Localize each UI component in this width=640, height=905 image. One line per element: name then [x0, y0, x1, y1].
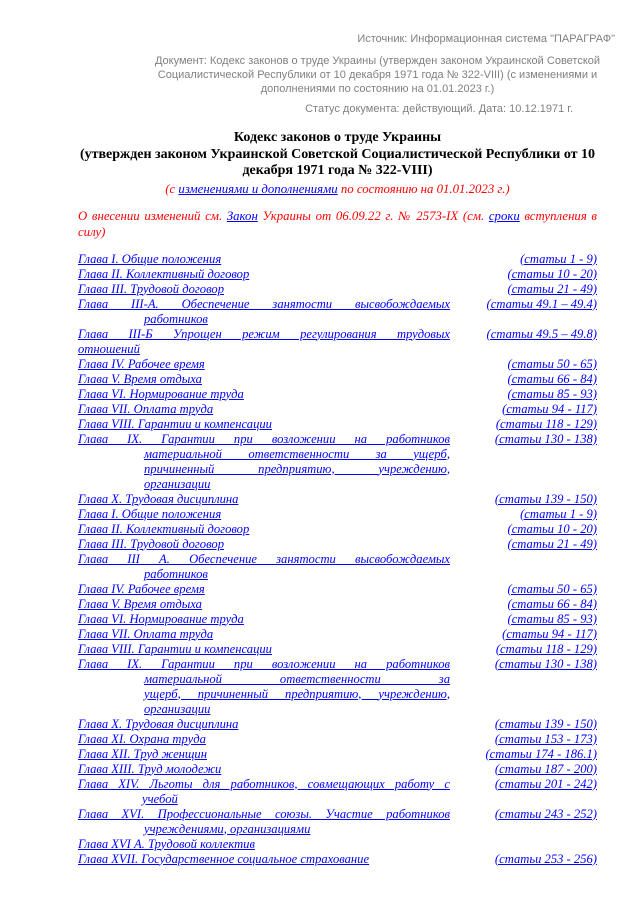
toc-row: [78, 327, 597, 357]
toc-chapter-cell: [78, 852, 450, 867]
toc-articles-cell: [450, 597, 597, 612]
toc-articles-cell: [450, 627, 597, 642]
toc-articles-cell: [450, 357, 597, 372]
amendments-link[interactable]: изменениями и дополнениями: [178, 181, 338, 196]
chapter-link[interactable]: Глава XI. Охрана труда: [78, 731, 206, 746]
chapter-link[interactable]: работников: [144, 566, 208, 581]
chapter-link[interactable]: Глава X. Трудовая дисциплина: [78, 716, 239, 731]
toc-chapter-cell: [78, 282, 450, 297]
toc-row: [78, 612, 597, 627]
title-line-3: декабря 1971 года № 322-VIII): [242, 163, 433, 178]
chapter-link[interactable]: Глава V. Время отдыха: [78, 596, 202, 611]
source-line: Источник: Информационная система "ПАРАГРАФ": [357, 33, 615, 45]
toc-row: [78, 372, 597, 387]
toc-row: [78, 522, 597, 537]
toc-articles-cell: [450, 432, 597, 447]
chapter-link[interactable]: Глава XVI. Профессиональные союзы. Участие работников: [78, 806, 450, 821]
chapter-link[interactable]: Глава VI. Нормирование труда: [78, 611, 244, 626]
articles-link[interactable]: (статьи 66 - 84): [507, 596, 597, 611]
toc-row: [78, 807, 597, 837]
chapter-link[interactable]: Глава VII. Оплата труда: [78, 626, 214, 641]
chapter-link[interactable]: организации: [144, 476, 211, 491]
toc-chapter-cell: [78, 252, 450, 267]
toc-articles-cell: [450, 537, 597, 552]
toc-articles-cell: [450, 492, 597, 507]
chapter-link[interactable]: отношений: [78, 341, 140, 356]
chapter-link[interactable]: Глава IX. Гарантии при возложении на работников: [78, 431, 450, 446]
toc-row: [78, 582, 597, 597]
toc-row: [78, 657, 597, 717]
toc-articles-cell: [450, 642, 597, 657]
toc-chapter-cell: [78, 582, 450, 597]
toc-chapter-cell: [78, 837, 450, 852]
toc-articles-cell: [450, 372, 597, 387]
articles-link[interactable]: (статьи 85 - 93): [507, 611, 597, 626]
toc-chapter-cell: [78, 777, 450, 807]
toc-chapter-cell: [78, 387, 450, 402]
chapter-link[interactable]: Глава IX. Гарантии при возложении на работников: [78, 656, 450, 671]
articles-link[interactable]: (статьи 66 - 84): [507, 371, 597, 386]
toc-row: [78, 627, 597, 642]
toc-row: [78, 747, 597, 762]
chapter-link[interactable]: Глава XII. Труд женщин: [78, 746, 207, 761]
toc-row: [78, 297, 597, 327]
chapter-link[interactable]: Глава III-А. Обеспечение занятости высвобождаемых: [78, 296, 450, 311]
chapter-link[interactable]: Глава XVII. Государственное социальное страхование: [78, 851, 370, 866]
title-line-1: Кодекс законов о труде Украины: [233, 130, 442, 145]
toc-chapter-cell: [78, 807, 450, 837]
toc-chapter-cell: [78, 762, 450, 777]
articles-link[interactable]: (статьи 118 - 129): [495, 641, 597, 656]
articles-link[interactable]: (статьи 130 - 138): [494, 656, 597, 671]
toc-articles-cell: [450, 402, 597, 417]
toc-chapter-cell: [78, 612, 450, 627]
articles-link[interactable]: (статьи 243 - 252): [494, 806, 597, 821]
chapter-link[interactable]: Глава V. Время отдыха: [78, 371, 202, 386]
toc-articles-cell: [450, 507, 597, 522]
toc-articles-cell: [450, 252, 597, 267]
toc-chapter-cell: [78, 267, 450, 282]
toc-articles-cell: [450, 657, 597, 672]
toc-row: [78, 837, 597, 852]
toc-chapter-cell: [78, 642, 450, 657]
toc-row: [78, 432, 597, 492]
articles-link[interactable]: (статьи 49.1 – 49.4): [486, 296, 597, 311]
toc-row: [78, 282, 597, 297]
chapter-link[interactable]: Глава VIII. Гарантии и компенсации: [78, 416, 272, 431]
articles-link[interactable]: (статьи 50 - 65): [507, 581, 597, 596]
toc-articles-cell: [450, 297, 597, 312]
title-line-2: (утвержден законом Украинской Советской Социалистической Республики от 10: [79, 146, 596, 162]
chapter-link[interactable]: Глава II. Коллективный договор: [78, 266, 250, 281]
toc-row: [78, 597, 597, 612]
toc-chapter-cell: [78, 732, 450, 747]
articles-link[interactable]: (статьи 139 - 150): [494, 716, 597, 731]
toc-row: [78, 762, 597, 777]
terms-link[interactable]: сроки: [488, 208, 520, 223]
toc-articles-cell: [450, 747, 597, 762]
law-link[interactable]: Закон: [226, 208, 258, 223]
toc-chapter-cell: [78, 372, 450, 387]
toc-chapter-cell: [78, 627, 450, 642]
toc-articles-cell: [450, 582, 597, 597]
articles-link[interactable]: (статьи 21 - 49): [507, 536, 597, 551]
toc-row: [78, 717, 597, 732]
articles-link[interactable]: (статьи 10 - 20): [507, 266, 597, 281]
chapter-link[interactable]: материальной ответственности за: [144, 671, 450, 686]
change-notice-line-2: силу): [78, 225, 106, 239]
chapter-link[interactable]: Глава III. Трудовой договор: [78, 281, 224, 296]
notice-text-1: О внесении изменений см.: [78, 208, 227, 223]
articles-link[interactable]: (статьи 1 - 9): [520, 251, 597, 266]
amendments-suffix: по состоянию на 01.01.2023 г.): [337, 181, 510, 196]
chapter-link[interactable]: Глава XIV. Льготы для работников, совмещающих работу с: [78, 776, 450, 791]
toc-row: [78, 267, 597, 282]
articles-link[interactable]: (статьи 85 - 93): [507, 386, 597, 401]
toc-chapter-cell: [78, 432, 450, 492]
toc-articles-cell: [450, 327, 597, 342]
toc-row: [78, 732, 597, 747]
toc-row: [78, 552, 597, 582]
chapter-link[interactable]: материальной ответственности за ущерб,: [144, 446, 450, 461]
articles-link[interactable]: (статьи 174 - 186.1): [485, 746, 597, 761]
toc-chapter-cell: [78, 327, 450, 357]
toc-row: [78, 537, 597, 552]
chapter-link[interactable]: Глава IV. Рабочее время: [78, 581, 205, 596]
articles-link[interactable]: (статьи 187 - 200): [494, 761, 597, 776]
articles-link[interactable]: (статьи 94 - 117): [502, 401, 597, 416]
articles-link[interactable]: (статьи 10 - 20): [507, 521, 597, 536]
chapter-link[interactable]: Глава X. Трудовая дисциплина: [78, 491, 239, 506]
chapter-link[interactable]: Глава XVI А. Трудовой коллектив: [78, 836, 255, 851]
articles-link[interactable]: (статьи 153 - 173): [494, 731, 597, 746]
chapter-link[interactable]: Глава III. Трудовой договор: [78, 536, 224, 551]
amendments-prefix: (с: [165, 181, 179, 196]
toc-chapter-cell: [78, 522, 450, 537]
toc-row: [78, 252, 597, 267]
document-description: Документ: Кодекс законов о труде Украины (утвержден законом Украинской Советской Социалистической Республики от 10 декабря 1971 года № 322-VIII) (с изменениями и дополнениями по состоянию на 01.01.2023 г.): [154, 55, 601, 95]
toc-articles-cell: [450, 282, 597, 297]
articles-link[interactable]: (статьи 50 - 65): [507, 356, 597, 371]
chapter-link[interactable]: Глава II. Коллективный договор: [78, 521, 250, 536]
toc-chapter-cell: [78, 747, 450, 762]
toc-articles-cell: [450, 777, 597, 792]
toc-row: [78, 852, 597, 867]
chapter-link[interactable]: Глава III А. Обеспечение занятости высвобождаемых: [78, 551, 450, 566]
toc-row: [78, 357, 597, 372]
toc-chapter-cell: [78, 402, 450, 417]
articles-link[interactable]: (статьи 253 - 256): [494, 851, 597, 866]
chapter-link[interactable]: Глава VI. Нормирование труда: [78, 386, 244, 401]
change-notice-line-1: [78, 208, 597, 225]
chapter-link[interactable]: причиненный предприятию, учреждению,: [144, 461, 450, 476]
toc-chapter-cell: [78, 597, 450, 612]
articles-link[interactable]: (статьи 49.5 – 49.8): [486, 326, 597, 341]
chapter-link[interactable]: Глава IV. Рабочее время: [78, 356, 205, 371]
chapter-link[interactable]: Глава I. Общие положения: [78, 251, 222, 266]
notice-text-2: Украины от 06.09.22 г. № 2573-IX (см.: [257, 208, 489, 223]
toc-articles-cell: [450, 852, 597, 867]
articles-link[interactable]: (статьи 1 - 9): [520, 506, 597, 521]
articles-link[interactable]: (статьи 201 - 242): [494, 776, 597, 791]
toc-articles-cell: [450, 267, 597, 282]
toc-articles-cell: [450, 387, 597, 402]
chapter-link[interactable]: учреждениями, организациями: [144, 821, 311, 836]
articles-link[interactable]: (статьи 130 - 138): [494, 431, 597, 446]
toc-articles-cell: [450, 717, 597, 732]
chapter-link[interactable]: Глава I. Общие положения: [78, 506, 222, 521]
chapter-link[interactable]: ущерб, причиненный предприятию, учреждению,: [144, 686, 450, 701]
toc-chapter-cell: [78, 717, 450, 732]
toc-articles-cell: [450, 762, 597, 777]
toc-chapter-cell: [78, 552, 450, 582]
toc-row: [78, 492, 597, 507]
articles-link[interactable]: (статьи 118 - 129): [495, 416, 597, 431]
document-title: [78, 130, 597, 180]
chapter-link[interactable]: Глава VIII. Гарантии и компенсации: [78, 641, 272, 656]
chapter-link[interactable]: работников: [144, 311, 208, 326]
status-line: Статус документа: действующий. Дата: 10.12.1971 г.: [305, 103, 573, 115]
toc-chapter-cell: [78, 492, 450, 507]
articles-link[interactable]: (статьи 139 - 150): [494, 491, 597, 506]
toc-articles-cell: [450, 807, 597, 822]
chapter-link[interactable]: учебой: [142, 791, 178, 806]
chapter-link[interactable]: Глава III-Б Упрощен режим регулирования трудовых: [78, 326, 450, 341]
notice-text-3: вступления в: [519, 208, 597, 223]
toc-row: [78, 387, 597, 402]
chapter-link[interactable]: Глава XIII. Труд молодежи: [78, 761, 222, 776]
toc-row: [78, 507, 597, 522]
toc-chapter-cell: [78, 537, 450, 552]
articles-link[interactable]: (статьи 94 - 117): [502, 626, 597, 641]
toc-articles-cell: [450, 612, 597, 627]
toc-chapter-cell: [78, 357, 450, 372]
toc-row: [78, 402, 597, 417]
toc-row: [78, 417, 597, 432]
toc-articles-cell: [450, 522, 597, 537]
toc-row: [78, 777, 597, 807]
amendments-line: [78, 181, 597, 197]
toc-articles-cell: [450, 732, 597, 747]
toc-chapter-cell: [78, 297, 450, 327]
chapter-link[interactable]: организации: [144, 701, 211, 716]
table-of-contents: [78, 252, 597, 867]
toc-row: [78, 642, 597, 657]
change-notice: [78, 208, 597, 241]
toc-chapter-cell: [78, 507, 450, 522]
articles-link[interactable]: (статьи 21 - 49): [507, 281, 597, 296]
toc-chapter-cell: [78, 417, 450, 432]
toc-articles-cell: [450, 417, 597, 432]
toc-chapter-cell: [78, 657, 450, 717]
chapter-link[interactable]: Глава VII. Оплата труда: [78, 401, 214, 416]
